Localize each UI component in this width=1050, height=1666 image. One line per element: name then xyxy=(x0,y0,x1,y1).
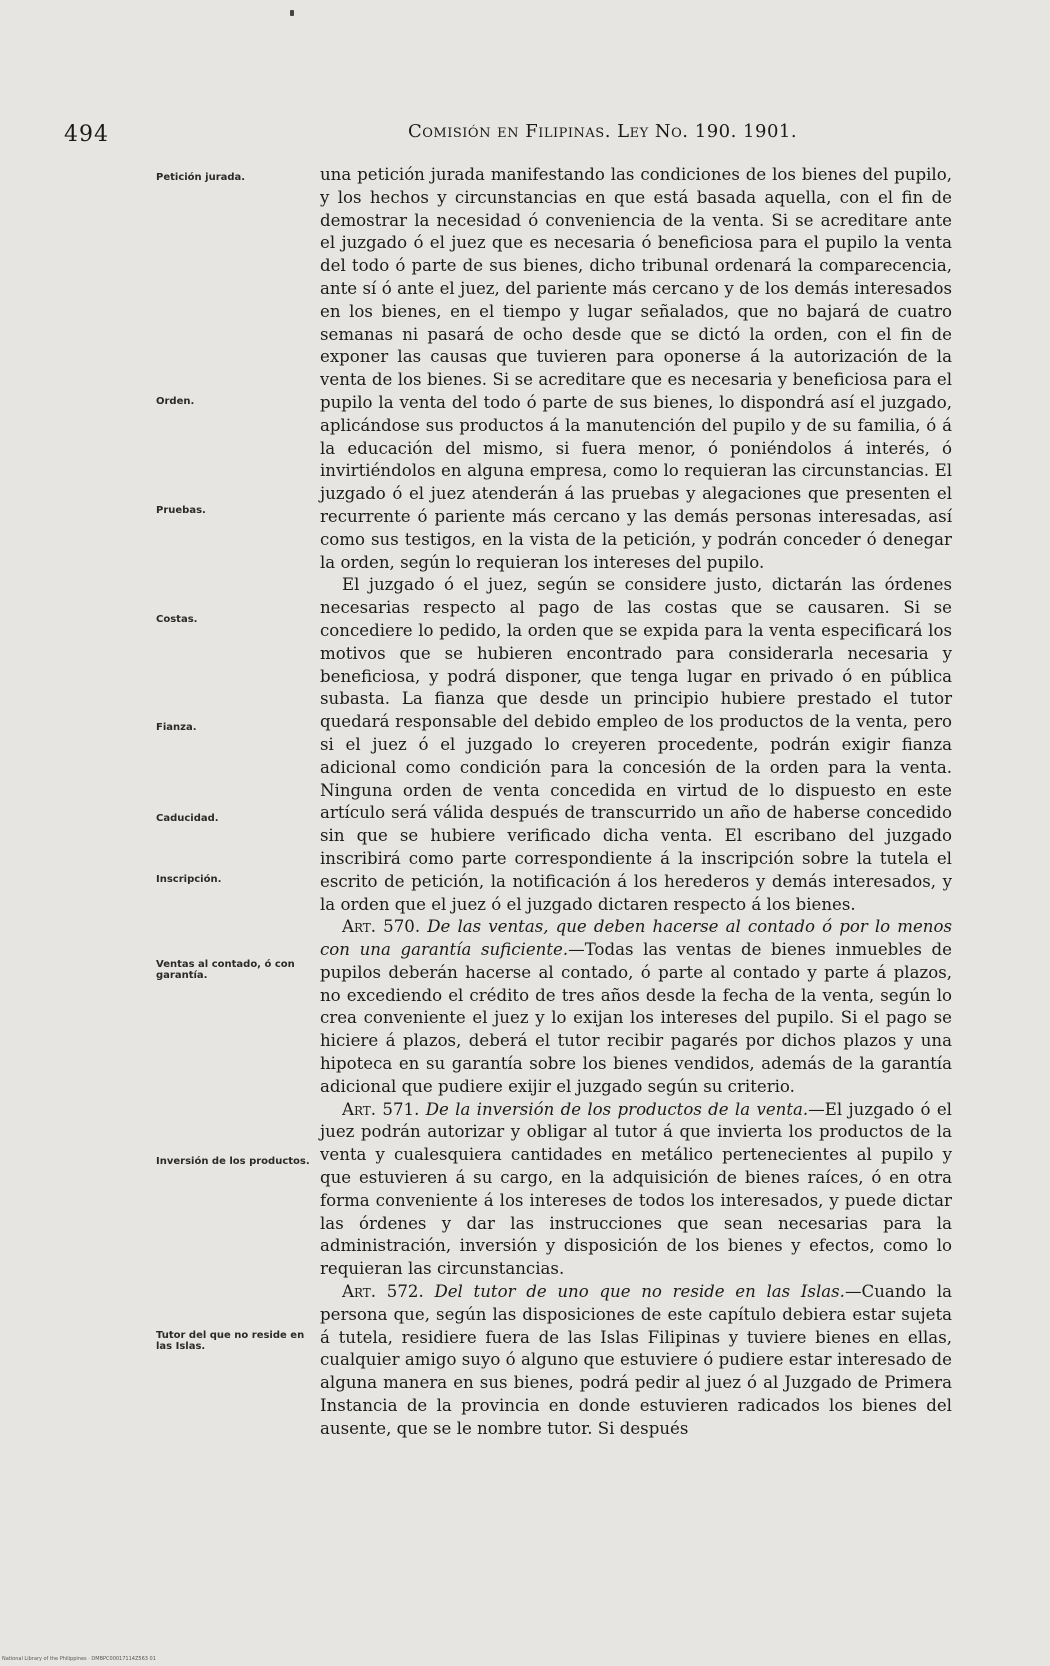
margin-note-inscripcion: Inscripción. xyxy=(156,874,222,885)
article-number: Art. 571. xyxy=(342,1099,420,1119)
body-text xyxy=(320,164,952,1441)
margin-note-ventas: Ventas al contado, ó con garantía. xyxy=(156,959,295,981)
scan-credit: National Library of the Philippines · DMBPC00017114Z563 01 xyxy=(2,1656,156,1662)
margin-note-tutor: Tutor del que no reside en las Islas. xyxy=(156,1330,305,1352)
margin-note-inversion: Inversión de los productos. xyxy=(156,1156,310,1167)
article-text: —Cuando la persona que, según las disposiciones de este capítulo debiera estar sujeta á tutela, residiere fuera de las Islas Filipinas y tuviere bienes en ellas, cualquier amigo suyo ó alguno que estuviere ó pudiere estar interesado de alguna manera en sus bienes, podrá pedir al juez ó al Juzgado de Primera Instancia de la provincia en donde estuvieren radicados los bienes del ausente, que se le nombre tutor. Si después xyxy=(320,1282,953,1438)
ink-speck xyxy=(290,10,294,16)
article-number: Art. 570. xyxy=(342,917,421,937)
paragraph-peticion: una petición jurada manifestando las condiciones de los bienes del pupilo, y los hechos y circunstancias en que está basada aquella, con el fin de demostrar la necesidad ó conveniencia de la venta. Si se acreditare ante el juzgado ó el juez que es necesaria ó beneficiosa para el pupilo la venta del todo ó parte de sus bienes, dicho tribunal ordenará la comparecencia, ante sí ó ante el juez, del pariente más cercano y de los demás interesados en los bienes, en el tiempo y lugar señalados, que no bajará de cuatro semanas ni pasará de ocho desde que se dictó la orden, con el fin de exponer las causas que tuvieren para oponerse á la autorización de la venta de los bienes. Si se acreditare que es necesaria y beneficiosa para el pupilo la venta del todo ó parte de sus bienes, lo dispondrá así el juzgado, aplicándose sus productos á la manutención del pupilo y de su familia, ó á la educación del mismo, si fuera menor, ó poniéndolos á interés, ó invirtiéndolos en alguna empresa, como lo requieran las circunstancias. El juzgado ó el juez atenderán á las pruebas y alegaciones que presenten el recurrente ó pariente más cercano y las demás personas interesadas, así como sus testigos, en la vista de la petición, y podrán conceder ó denegar la orden, según lo requieran los intereses del pupilo. xyxy=(320,165,952,572)
article-heading: De la inversión de los productos de la venta. xyxy=(425,1099,809,1119)
page-number: 494 xyxy=(64,122,109,147)
margin-note-caducidad: Caducidad. xyxy=(156,813,219,824)
margin-note-peticion: Petición jurada. xyxy=(156,172,246,183)
article-number: Art. 572. xyxy=(342,1282,424,1302)
margin-note-orden: Orden. xyxy=(156,396,195,407)
margin-note-pruebas: Pruebas. xyxy=(156,505,206,516)
margin-note-costas: Costas. xyxy=(156,614,198,625)
article-571 xyxy=(320,1099,952,1281)
article-572 xyxy=(320,1281,952,1441)
article-heading: De las ventas, que deben hacerse al contado ó por lo menos con una garantía suficiente. xyxy=(320,917,953,960)
article-text: —El juzgado ó el juez podrán autorizar y obligar al tutor á que invierta los productos de la venta y cualesquiera cantidades en metálico pertenecientes al pupilo y que estuvieren á su cargo, en la adquisición de bienes raíces, ó en otra forma conveniente á los intereses de todos los interesados, y puede dictar las órdenes y dar las instrucciones que sean necesarias para la administración, inversión y disposición de los bienes y efectos, como lo requieran las circunstancias. xyxy=(320,1099,952,1279)
margin-note-fianza: Fianza. xyxy=(156,722,197,733)
paragraph-costas: El juzgado ó el juez, según se considere justo, dictarán las órdenes necesarias respecto al pago de las costas que se causaren. Si se concediere lo pedido, la orden que se expida para la venta especificará los motivos que se hubieren encontrado para considerarla necesaria y beneficiosa, y podrá disponer, que tenga lugar en privado ó en pública subasta. La fianza que desde un principio hubiere prestado el tutor quedará responsable del debido empleo de los productos de la venta, pero si el juez ó el juzgado lo creyeren procedente, podrán exigir fianza adicional como condición para la concesión de la orden para la venta. Ninguna orden de venta concedida en virtud de lo dispuesto en este artículo será válida después de transcurrido un año de haberse concedido sin que se hubiere verificado dicha venta. El escribano del juzgado inscribirá como parte correspondiente á la inscripción sobre la tutela el escrito de petición, la notificación á los herederos y demás interesados, y la orden que el juez ó el juzgado dictaren respecto á los bienes. xyxy=(320,575,952,914)
article-text: —Todas las ventas de bienes inmuebles de pupilos deberán hacerse al contado, ó parte al contado y parte á plazos, no excediendo el crédito de tres años desde la fecha de la venta, según lo crea conveniente el juez y lo exijan los intereses del pupilo. Si el pago se hiciere á plazos, deberá el tutor recibir pagarés por dichos plazos y una hipoteca en su garantía sobre los bienes vendidos, además de la garantía adicional que pudiere exijir el juzgado según su criterio. xyxy=(320,940,952,1096)
article-heading: Del tutor de uno que no reside en las Islas. xyxy=(434,1282,845,1302)
article-570 xyxy=(320,916,952,1098)
running-head: Comisión en Filipinas. Ley No. 190. 1901. xyxy=(408,121,798,142)
